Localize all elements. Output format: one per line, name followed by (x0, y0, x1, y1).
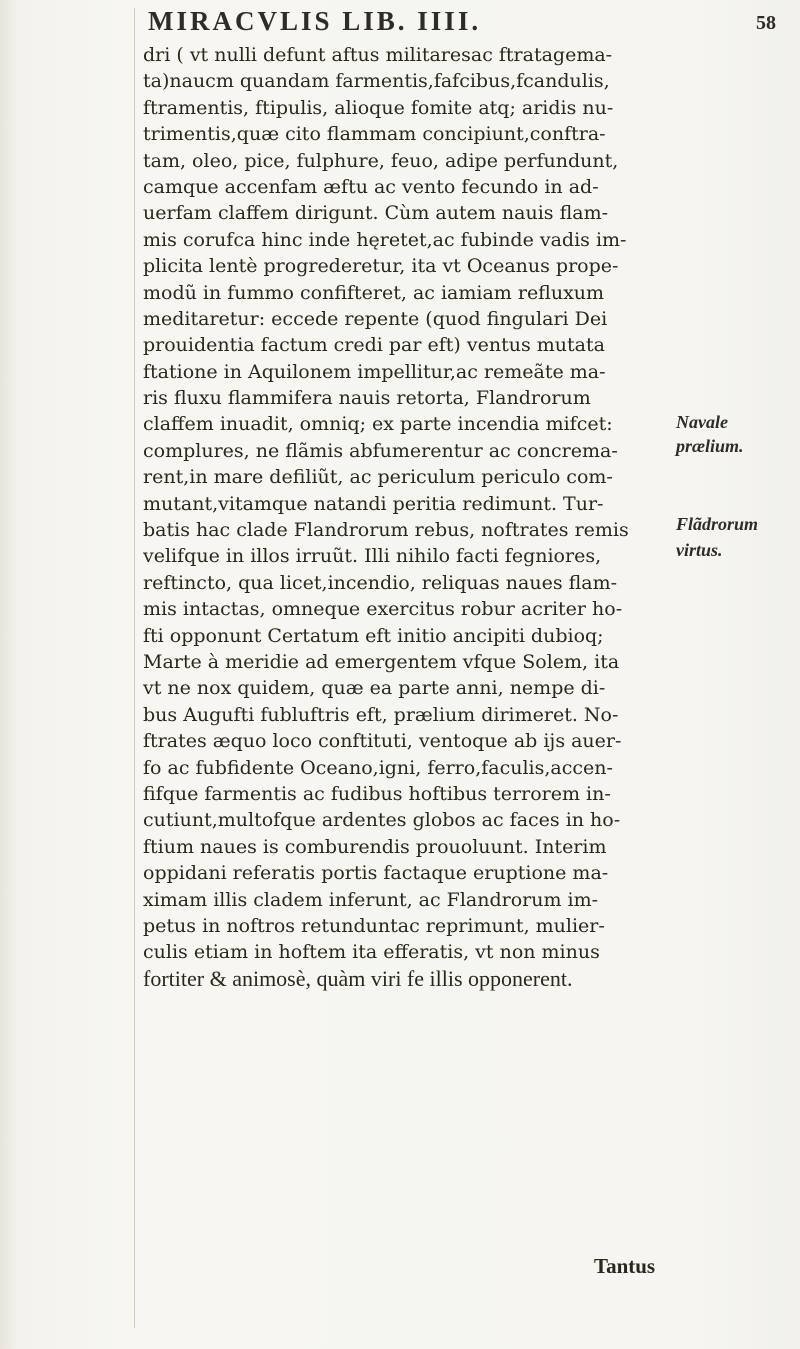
text-line: mutant,vitamque natandi peritia redimunt. Tur- (143, 492, 604, 515)
text-line: reftincto, qua licet,incendio, reliquas naues flam- (143, 571, 618, 594)
text-line: fo ac fubfidente Oceano,igni, ferro,faculis,accen- (143, 756, 613, 779)
text-line: prouidentia factum credi par eft) ventus mutata (143, 334, 605, 357)
text-line: Marte à meridie ad emergentem vfque Solem, ita (143, 650, 620, 673)
text-line: dri ( vt nulli defunt aftus militaresac ftratagema- (143, 44, 613, 66)
text-line: meditaretur: eccede repente (quod fingulari Dei (143, 307, 608, 330)
text-line: vt ne nox quidem, quæ ea parte anni, nempe di- (143, 677, 606, 700)
text-line: ftrates æquo loco conftituti, ventoque ab ijs auer- (143, 730, 622, 753)
page-gutter-shadow (134, 8, 135, 1328)
text-line: complures, ne flãmis abfumerentur ac concrema- (143, 439, 618, 462)
text-line: camque accenfam æftu ac vento fecundo in ad- (143, 175, 599, 198)
text-line: fortiter & animosè, quàm viri fe illis opponerent. (143, 965, 573, 991)
body-text (143, 42, 665, 992)
margin-note-flandrorum: Flãdrorum (676, 514, 759, 534)
text-line: batis hac clade Flandrorum rebus, noftrates remis (143, 519, 629, 542)
text-line: bus Augufti fubluftris eft, prælium dirimeret. No- (143, 703, 619, 726)
running-title: MIRACVLIS LIB. IIII. (148, 6, 482, 36)
text-line: ftium naues is comburendis prouoluunt. Interim (143, 835, 607, 858)
text-line: oppidani referatis portis factaque eruptione ma- (143, 862, 609, 885)
text-line: rent,in mare defiliũt, ac periculum periculo com- (143, 466, 613, 489)
text-line: modũ in fummo confifteret, ac iamiam refluxum (143, 281, 605, 304)
text-line: velifque in illos irruũt. Illi nihilo facti fegniores, (143, 545, 602, 568)
text-line: ftatione in Aquilonem impellitur,ac remeãte ma- (143, 360, 606, 383)
text-line: plicita lentè progrederetur, ita vt Oceanus prope- (143, 255, 619, 278)
text-line: ximam illis cladem inferunt, ac Flandrorum im- (143, 888, 599, 911)
text-line: fti opponunt Certatum eft initio ancipiti dubioq; (143, 624, 604, 647)
margin-note-navale: Navale (676, 412, 728, 432)
text-line: cutiunt,multofque ardentes globos ac faces in ho- (143, 809, 621, 832)
text-line: claffem inuadit, omniq; ex parte incendia mifcet: (143, 413, 613, 436)
text-line: mis corufca hinc inde hęretet,ac fubinde vadis im- (143, 228, 627, 251)
margin-note-praelium: prælium. (676, 436, 744, 456)
text-line: petus in noftros retunduntac reprimunt, mulier- (143, 914, 605, 937)
text-line: culis etiam in hoftem ita efferatis, vt non minus (143, 941, 600, 964)
text-line: tam, oleo, pice, fulphure, feuo, adipe perfundunt, (143, 149, 619, 172)
text-line: uerfam claffem dirigunt. Cùm autem nauis flam- (143, 202, 609, 225)
margin-note-virtus: virtus. (676, 540, 723, 560)
margin-notes (676, 0, 800, 1349)
text-line: ftramentis, ftipulis, alioque fomite atq; aridis nu- (143, 96, 614, 119)
text-line: trimentis,quæ cito flammam concipiunt,conftra- (143, 123, 606, 146)
catchword: Tantus (594, 1254, 656, 1278)
text-line: fifque farmentis ac fudibus hoftibus terrorem in- (143, 782, 611, 805)
text-line: ris fluxu flammifera nauis retorta, Flandrorum (143, 387, 591, 410)
text-line: ta)naucm quandam farmentis,fafcibus,fcandulis, (143, 70, 610, 93)
page-number: 58 (756, 12, 776, 34)
text-line: mis intactas, omneque exercitus robur acriter ho- (143, 598, 623, 621)
